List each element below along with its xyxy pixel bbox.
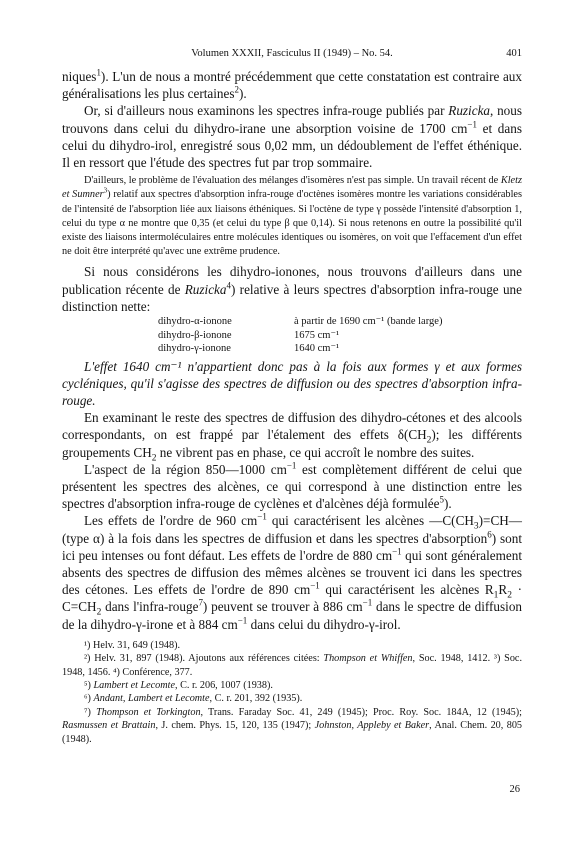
exponent: −1 [392,546,402,557]
paragraph-6 [62,461,522,513]
text: L'aspect de la région 850—1000 cm [84,461,287,477]
paragraph-2 [62,102,522,171]
text: , Anal. Chem. 20, 805 (1948). [62,720,523,745]
text: Or, si d'ailleurs nous examinons les spectres infra-rouge publiés par [84,103,449,119]
running-title: Volumen XXXII, Fasciculus II (1949) – No. 54. [191,48,393,59]
author-name: Lambert et Lecomte [93,680,175,692]
text: , nous trouvons dans celui du dihydro-irane une absorption voisine de 1700 cm [62,103,522,136]
text: Les effets de l'ordre de 960 cm [84,513,258,529]
footnote-5 [62,679,522,692]
exponent: −1 [362,598,373,608]
exponent: −1 [257,511,267,522]
text: qui caractérisent les alcènes —C(CH [266,513,474,529]
text: ). [238,86,247,102]
text: , C. r. 201, 392 (1935). [209,693,303,705]
footnote-ref: 3 [103,187,108,195]
exponent: −1 [237,615,248,626]
footnote-number: ⁶) [84,693,94,705]
text: ) relatif aux spectres d'absorption infra-rouge d'octènes isomères montre les variations considérables de l'intensité de l'absorption liée aux liaisons éthéniques. Si l'octène de type γ possède l'intensité d'absorption 1, celui du type α ne montre que 0,35 (et celui du type β que 0,14). Si nous retenons en outre la possibilité qu'il existe des liaisons intermoléculaires entre molécules identiques ou isomères, on voit que l'effacement d'un effet ne doit être interprété qu'avec une extrême prudence. [62,189,523,258]
page-number: 401 [506,48,522,59]
footnotes [62,639,522,746]
footnote-7 [62,706,522,746]
text: · C=CH [62,582,522,615]
author-name: Ruzicka [184,281,227,297]
text: dans l'infra-rouge [101,599,199,615]
footnote-ref: 4 [226,280,231,291]
text: ) relative à leurs spectres d'absorption infra-rouge une distinction nette: [62,281,522,314]
text: )=CH— (type α) à la fois dans les spectres de diffusion et dans les spectres d'absorption [62,513,522,546]
compound-name: dihydro-β-ionone [158,329,232,341]
text: et dans celui du dihydro-irol, enregistré sous 0,02 mm, un dédoublement de l'effet éthénique. Il en ressort que l'étude des spectres fut par trop sommaire. [62,120,522,171]
text: ). L'un de nous a montré précédemment que cette constatation est contraire aux généralisations les plus certaines [62,69,522,102]
subscript: 2 [426,436,432,446]
footnote-number: ⁷) [84,706,97,718]
author-name: Andant, Lambert et Lecomte [93,693,210,705]
wavenumber: 1675 cm⁻¹ [294,329,340,341]
subscript: 1 [493,590,499,601]
author-name: Ruzicka [448,103,491,119]
article-body [62,68,522,746]
paragraph-1 [62,68,522,102]
subscript: 2 [507,590,512,601]
footnote-2 [62,652,522,679]
footnote-6 [62,692,522,705]
footnote-number: ⁵) [84,680,94,692]
author-name: Thompson et Whiffen [323,653,413,665]
author-name: Rasmussen et Brattain [62,720,156,732]
footnote-ref: 5 [439,494,444,505]
text: ne vibrent pas en phase, ce qui accroît le nombre des suites. [156,444,475,460]
footnote-ref: 7 [198,598,203,608]
text: R [498,582,508,598]
text: D'ailleurs, le problème de l'évaluation des mélanges d'isomères n'est pas simple. Un travail récent de [84,175,501,187]
text: En examinant le reste des spectres de diffusion des dihydro-cétones et des alcools correspondants, on est frappé par l'étalement des effets δ(CH [62,410,522,443]
text: ) peuvent se trouver à 886 cm [202,599,363,615]
small-print-note [62,174,522,259]
paragraph-7 [62,512,522,632]
text: ) sont ici peu intenses ou font défaut. Les effets de l'ordre de 880 cm [62,530,522,563]
exponent: −1 [286,460,297,471]
text: est complètement différent de celui que présentent les spectres des alcènes, ce qui correspond à une distinction entre les spectres d'absorption infra-rouge de cyclènes et d'alcènes déjà formulée [62,461,522,512]
text: Si nous considérons les dihydro-ionones, nous trouvons d'ailleurs dans une publication récente de [62,264,522,297]
subscript: 3 [473,522,479,533]
exponent: −1 [467,119,477,130]
text: , Soc. 1948, 1412. ³) Soc. 1948, 1456. ⁴) Conférence, 377. [62,653,522,678]
footnote-ref: 2 [234,84,239,95]
text: , C. r. 206, 1007 (1938). [175,680,273,692]
text: dans le spectre de diffusion de la dihydro-γ-irone et à 884 cm [62,599,523,632]
author-name: Kletz et Sumner [62,175,522,201]
text: , J. chem. Phys. 15, 120, 135 (1947); [155,720,315,732]
text: ); les différents groupements CH [62,427,522,460]
table-row [158,342,522,356]
text: , Trans. Faraday Soc. 41, 249 (1945); Proc. Roy. Soc. 184A, 12 (1945); [200,706,522,718]
paragraph-4-italic: L'effet 1640 cm⁻¹ n'appartient donc pas à la fois aux formes γ et aux formes cycléniques, qu'il s'agisse des spectres de diffusion ou des spectres d'absorption infra-rouge. [62,358,522,408]
author-name: Johnston, Appleby et Baker [314,720,430,732]
text: qui caractérisent les alcènes R [319,582,494,598]
signature-mark: 26 [509,784,520,795]
text: ²) Helv. 31, 897 (1948). Ajoutons aux références citées: [84,653,324,665]
text: qui sont généralement absents des spectres de diffusion des mêmes alcènes se trouvent ici dans les spectres des cétones. Les effets de l'ordre de 890 cm [62,547,523,598]
wavenumber: 1640 cm⁻¹ [294,343,340,355]
footnote-ref: 1 [96,67,101,78]
author-name: Thompson et Torkington [96,706,201,718]
compound-name: dihydro-γ-ionone [158,343,231,355]
running-header [62,46,522,62]
compound-name: dihydro-α-ionone [158,316,232,328]
footnote-ref: 6 [487,529,492,540]
subscript: 2 [151,453,157,464]
table-row [158,329,522,343]
subscript: 2 [96,608,102,619]
table-row [158,315,522,329]
wavenumber: à partir de 1690 cm⁻¹ (bande large) [294,316,443,328]
text: dans celui du dihydro-γ-irol. [247,616,401,632]
paragraph-3 [62,263,522,315]
text: niques [62,69,97,84]
footnote-1: ¹) Helv. 31, 649 (1948). [84,639,181,651]
paragraph-5 [62,409,522,464]
exponent: −1 [310,580,320,591]
text: ). [443,496,452,512]
ionone-table [62,315,522,356]
